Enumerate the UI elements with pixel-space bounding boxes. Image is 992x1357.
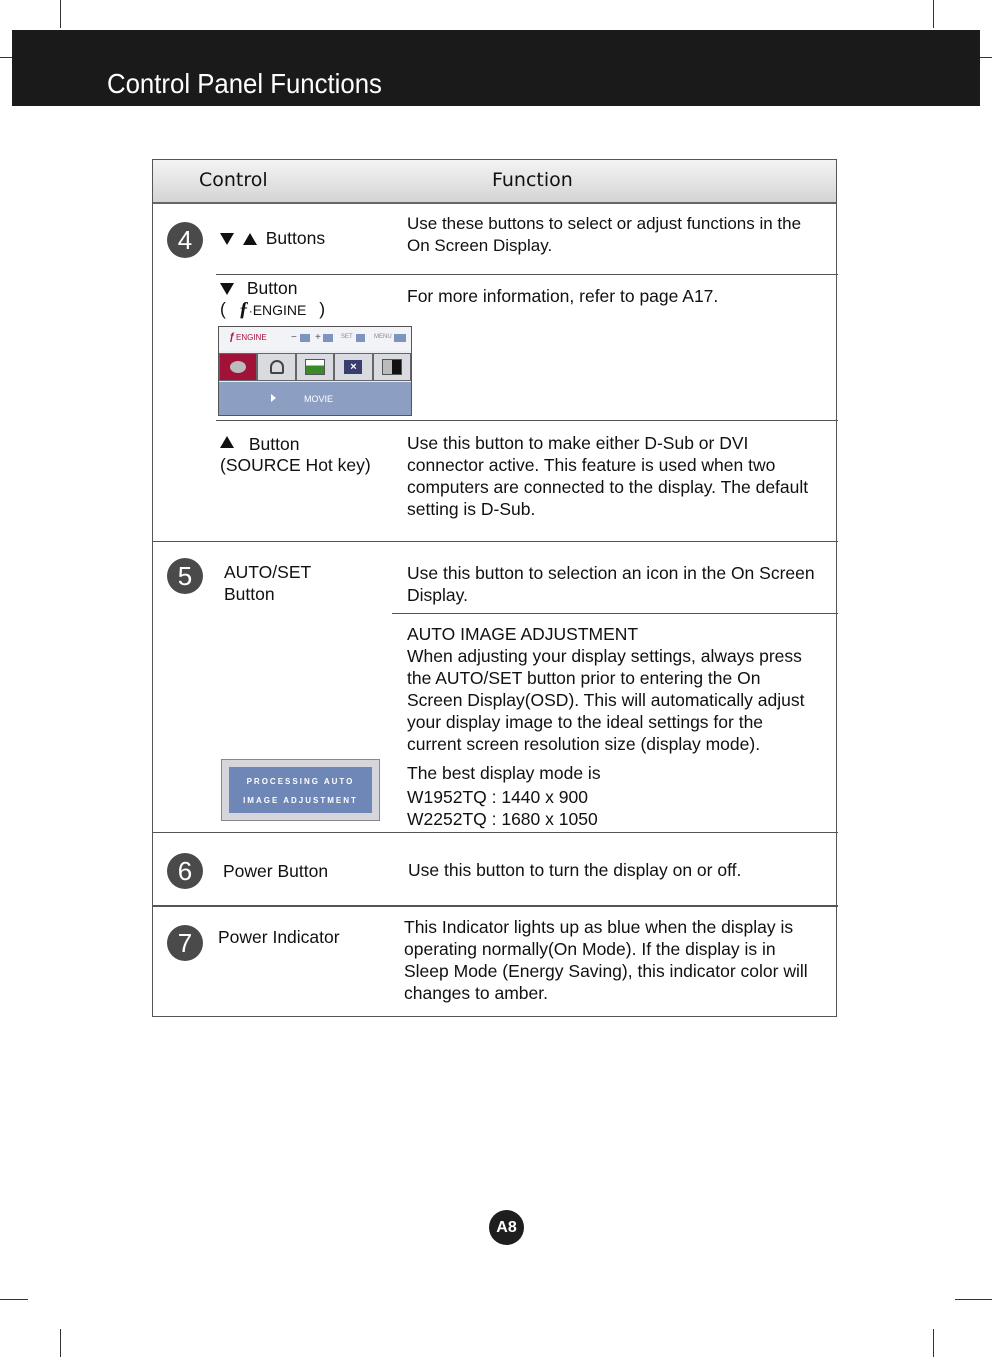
osd-menu: MENU xyxy=(374,334,392,340)
row-divider xyxy=(216,420,838,421)
row-divider xyxy=(153,541,838,542)
display-mode-line: W2252TQ : 1680 x 1050 xyxy=(407,809,598,829)
processing-auto-panel xyxy=(229,767,372,813)
fengine-logo-icon: ƒ xyxy=(238,298,249,320)
up-down-buttons-label xyxy=(220,227,325,249)
auto-set-label-line: Button xyxy=(224,584,275,604)
auto-set-description xyxy=(407,562,815,606)
osd-mode-cell xyxy=(257,353,295,381)
down-button-description: For more information, refer to page A17. xyxy=(407,286,719,306)
down-button-label xyxy=(220,277,297,299)
osd-mode-icons xyxy=(219,353,411,381)
buttons-label-text: Buttons xyxy=(265,228,326,248)
auto-set-label-line: AUTO/SET xyxy=(224,562,312,582)
crop-mark xyxy=(980,57,992,58)
osd-mode-cell xyxy=(296,353,334,381)
processing-auto-line: PROCESSING AUTO xyxy=(246,777,355,786)
number-badge-5: 5 xyxy=(167,558,203,594)
power-indicator-description-line: This Indicator lights up as blue when the display is xyxy=(404,917,794,937)
processing-auto-line: IMAGE ADJUSTMENT xyxy=(243,796,358,805)
buttons-description xyxy=(407,213,801,257)
up-button-description-line: setting is D-Sub. xyxy=(407,499,536,519)
auto-image-adjustment-line: your display image to the ideal settings for the xyxy=(407,712,764,732)
auto-set-label xyxy=(224,561,311,605)
auto-set-description-line: Display. xyxy=(407,585,468,605)
buttons-description-line: On Screen Display. xyxy=(407,236,553,255)
row-divider xyxy=(216,274,838,275)
osd-menu-key-icon xyxy=(394,334,406,342)
crop-mark xyxy=(933,0,934,28)
crop-mark xyxy=(955,1299,992,1300)
up-button-label-text: Button xyxy=(248,434,300,454)
text-mode-icon xyxy=(270,360,284,374)
page-title: Control Panel Functions xyxy=(107,68,382,99)
fengine-label-text: ENGINE xyxy=(252,302,307,318)
photo-mode-icon xyxy=(305,359,325,375)
best-display-mode: The best display mode is xyxy=(407,763,601,783)
crop-mark xyxy=(0,1299,28,1300)
fengine-osd-illustration xyxy=(218,326,412,416)
power-indicator-description-line: Sleep Mode (Energy Saving), this indicator color will xyxy=(404,961,808,981)
fengine-dot-icon: · xyxy=(248,304,253,318)
osd-minus: − xyxy=(291,332,297,343)
osd-mode-cell xyxy=(373,353,411,381)
number-badge-4: 4 xyxy=(167,222,203,258)
table-header xyxy=(153,160,836,204)
down-button-label-text: Button xyxy=(246,278,298,298)
power-button-label: Power Button xyxy=(223,861,329,881)
osd-set: SET xyxy=(341,334,353,340)
osd-plus: + xyxy=(315,332,321,343)
user-mode-icon: × xyxy=(344,360,362,374)
row-divider xyxy=(392,613,838,614)
down-arrow-icon xyxy=(220,233,234,245)
osd-brand: ENGINE xyxy=(236,333,267,342)
crop-mark xyxy=(0,57,12,58)
osd-minus-key-icon xyxy=(300,334,310,342)
row-divider xyxy=(153,905,838,907)
up-button-description-line: Use this button to make either D-Sub or DVI xyxy=(407,433,749,453)
osd-play-icon xyxy=(271,394,276,402)
up-button-description xyxy=(407,432,808,520)
osd-mode-bar xyxy=(219,382,411,415)
source-hotkey-label: (SOURCE Hot key) xyxy=(220,455,371,475)
row-divider xyxy=(153,832,838,833)
crop-mark xyxy=(60,0,61,28)
power-indicator-label: Power Indicator xyxy=(218,927,340,947)
power-button-description: Use this button to turn the display on or off. xyxy=(408,860,742,880)
osd-top-bar xyxy=(219,327,411,351)
page-number-badge: A8 xyxy=(489,1210,524,1245)
column-header-control: Control xyxy=(199,169,268,191)
up-button-description-line: connector active. This feature is used when two xyxy=(407,455,776,475)
paren-open: ( xyxy=(220,299,226,319)
up-button-label xyxy=(220,433,299,455)
number-badge-6: 6 xyxy=(167,853,203,889)
number-badge-7: 7 xyxy=(167,925,203,961)
osd-mode-cell-selected xyxy=(219,353,257,381)
buttons-description-line: Use these buttons to select or adjust functions in the xyxy=(407,214,802,233)
processing-auto-illustration xyxy=(221,759,380,821)
auto-set-description-line: Use this button to selection an icon in the On Screen xyxy=(407,563,815,583)
auto-image-adjustment-line: current screen resolution size (display mode). xyxy=(407,734,761,754)
auto-image-adjustment-line: the AUTO/SET button prior to entering the On xyxy=(407,668,761,688)
paren-close: ) xyxy=(319,299,326,319)
osd-fengine-logo-icon: ƒ xyxy=(229,332,235,343)
auto-image-adjustment-title: AUTO IMAGE ADJUSTMENT xyxy=(407,624,639,644)
power-indicator-description-line: changes to amber. xyxy=(404,983,548,1003)
display-mode-list xyxy=(407,786,598,830)
down-arrow-icon xyxy=(220,283,234,295)
movie-mode-icon xyxy=(230,361,246,373)
display-mode-line: W1952TQ : 1440 x 900 xyxy=(407,787,588,807)
power-indicator-description-line: operating normally(On Mode). If the display is in xyxy=(404,939,776,959)
fengine-label xyxy=(220,298,325,322)
power-indicator-description xyxy=(404,916,808,1004)
up-arrow-icon xyxy=(220,436,234,448)
auto-image-adjustment xyxy=(407,623,804,755)
auto-image-adjustment-line: Screen Display(OSD). This will automatically adjust xyxy=(407,690,805,710)
osd-set-key-icon xyxy=(356,334,365,342)
crop-mark xyxy=(933,1329,934,1357)
auto-image-adjustment-line: When adjusting your display settings, always press xyxy=(407,646,802,666)
up-button-description-line: computers are connected to the display. The default xyxy=(407,477,809,497)
header-bar xyxy=(12,30,980,106)
up-arrow-icon xyxy=(243,233,257,245)
osd-plus-key-icon xyxy=(323,334,333,342)
normal-mode-icon xyxy=(382,359,402,375)
crop-mark xyxy=(60,1329,61,1357)
osd-mode-name: MOVIE xyxy=(304,394,334,404)
column-header-function: Function xyxy=(492,169,573,191)
osd-mode-cell xyxy=(334,353,372,381)
